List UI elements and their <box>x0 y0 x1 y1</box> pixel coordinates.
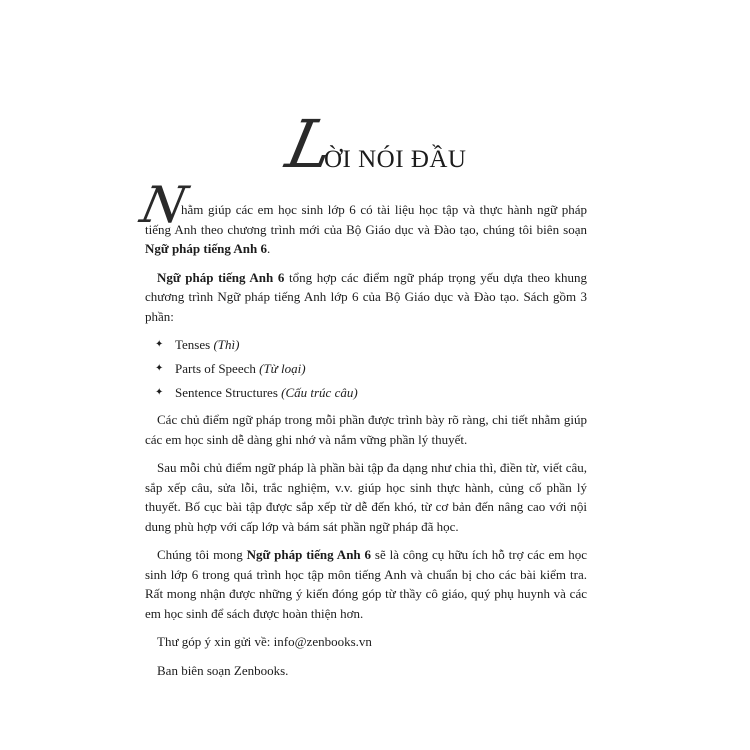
preface-body <box>135 176 588 689</box>
intro-text-post: . <box>266 241 271 256</box>
summary-text: tổng hợp các điểm ngữ pháp trọng yếu dựa theo khung chương trình Ngữ pháp tiếng Anh lớp 6 của Bộ Giáo dục và Đào tạo. Sách gồm 3 phần: <box>145 269 588 324</box>
part-label: Parts of Speech <box>175 361 260 376</box>
topics-paragraph: Các chủ điểm ngữ pháp trong mỗi phần được trình bày rõ ràng, chi tiết nhằm giúp các em học sinh dễ dàng ghi nhớ và nắm vững phần lý thuyết. <box>145 412 587 447</box>
summary-paragraph <box>145 268 587 327</box>
hope-paragraph <box>145 545 587 623</box>
exercises-paragraph: Sau mỗi chủ điểm ngữ pháp là phần bài tập đa dạng như chia thì, điền từ, viết câu, sắp xếp câu, sửa lỗi, trắc nghiệm, v.v. giúp học sinh thực hành, củng cố phần lý thuyết. Bố cục bài tập được sắp xếp từ dễ đến khó, từ cơ bản đến nâng cao với nội dung phù hợp với cấp lớp và bám sát phần ngữ pháp đã học. <box>145 460 587 534</box>
hope-text-pre: Chúng tôi mong <box>157 547 247 562</box>
title-initial: L <box>279 106 341 183</box>
list-item <box>145 383 587 402</box>
part-note: (Thì) <box>213 337 240 352</box>
bullet-icon: ✦ <box>155 339 164 350</box>
intro-text <box>145 200 587 259</box>
contact-line: Thư góp ý xin gửi về: info@zenbooks.vn <box>157 634 372 649</box>
intro-text-pre: hằm giúp các em học sinh lớp 6 có tài liệu học tập và thực hành ngữ pháp tiếng Anh theo chương trình mới của Bộ Giáo dục và Đào tạo, chúng tôi biên soạn <box>145 202 587 237</box>
bullet-icon: ✦ <box>155 387 164 398</box>
title-text: ỜI NÓI ĐẦU <box>324 146 467 173</box>
intro-paragraph <box>135 176 587 259</box>
part-note: (Cấu trúc câu) <box>281 385 358 400</box>
page-title <box>279 106 488 192</box>
hope-book-title: Ngữ pháp tiếng Anh 6 <box>246 547 372 562</box>
part-label: Tenses <box>175 337 214 352</box>
bullet-icon: ✦ <box>155 363 164 374</box>
list-item <box>145 359 587 378</box>
hope-text-post: sẽ là công cụ hữu ích hỗ trợ các em học sinh lớp 6 trong quá trình học tập môn tiếng Anh và chuẩn bị cho các bài kiểm tra. Rất mong nhận được những ý kiến đóng góp từ thầy cô giáo, quý phụ huynh và các em học sinh để sách được hoàn thiện hơn. <box>145 547 587 621</box>
summary-book-title: Ngữ pháp tiếng Anh 6 <box>157 269 285 285</box>
parts-list <box>145 335 587 402</box>
part-note: (Từ loại) <box>259 361 306 376</box>
list-item <box>145 335 587 354</box>
intro-book-title: Ngữ pháp tiếng Anh 6 <box>145 241 267 256</box>
part-label: Sentence Structures <box>175 385 282 400</box>
signature-line: Ban biên soạn Zenbooks. <box>157 662 289 678</box>
intro-initial: N <box>135 176 192 234</box>
